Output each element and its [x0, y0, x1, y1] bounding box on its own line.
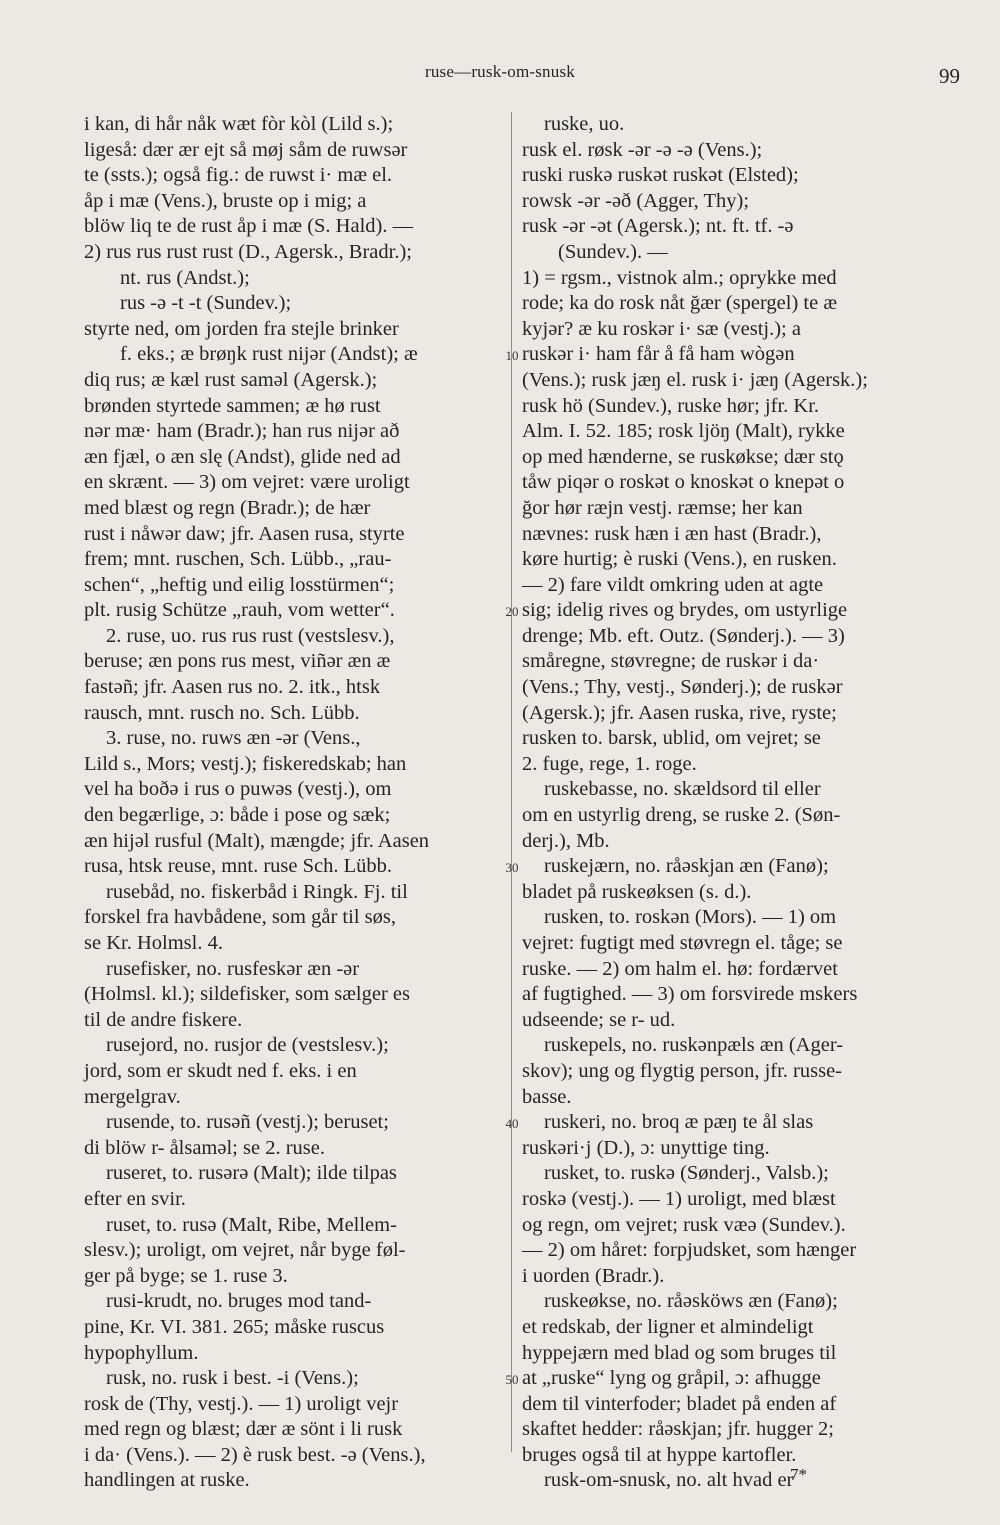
- text-line: rusk el. røsk -ər -ə -ə (Vens.);: [522, 138, 763, 161]
- text-line: beruse; æn pons rus mest, viñər æn æ: [84, 650, 391, 673]
- text-line: nər mæ· ham (Bradr.); han rus nijər að: [84, 420, 400, 443]
- running-head: ruse—rusk-om-snusk: [425, 62, 575, 81]
- text-line: diq rus; æ kæl rust saməl (Agersk.);: [84, 368, 378, 391]
- text-line: ger på byge; se 1. ruse 3.: [84, 1264, 288, 1287]
- text-line: 3. ruse, no. ruws æn -ər (Vens.,: [106, 727, 361, 750]
- text-line: efter en svir.: [84, 1187, 186, 1210]
- text-line: fastəñ; jfr. Aasen rus no. 2. itk., htsk: [84, 676, 381, 699]
- text-line: æn hijəl rusful (Malt), mængde; jfr. Aasen: [84, 829, 430, 852]
- text-line: i uorden (Bradr.).: [522, 1264, 665, 1287]
- text-line: op med hænderne, se ruskøkse; dær stǫ: [522, 445, 844, 468]
- text-line: rusebåd, no. fiskerbåd i Ringk. Fj. til: [106, 880, 408, 903]
- text-line: i da· (Vens.). — 2) è rusk best. -ə (Vens.),: [84, 1443, 426, 1466]
- text-line: rowsk -ər -əð (Agger, Thy);: [522, 189, 750, 212]
- text-line: ruskeri, no. broq æ pæŋ te ål slas: [544, 1111, 814, 1134]
- line-number: 40: [505, 1116, 519, 1132]
- text-line: kyjər? æ ku roskər i· sæ (vestj.); a: [522, 317, 801, 340]
- text-line: ligeså: dær ær ejt så møj såm de ruwsər: [84, 138, 408, 161]
- text-line: vejret: fugtigt med støvregn el. tåge; se: [522, 932, 843, 954]
- text-line: hypophyllum.: [84, 1341, 199, 1364]
- text-line: ruskəri·j (D.), ɔ: unyttige ting.: [522, 1136, 770, 1159]
- text-line: (Holmsl. kl.); sildefisker, som sælger es: [84, 983, 411, 1006]
- text-line: køre hurtig; è ruski (Vens.), en rusken.: [522, 548, 837, 571]
- text-line: frem; mnt. ruschen, Sch. Lübb., „rau-: [84, 548, 392, 571]
- line-number: 10: [505, 348, 519, 364]
- text-line: (Sundev.). —: [558, 240, 668, 263]
- text-line: rust i nåwər daw; jfr. Aasen rusa, styrte: [84, 522, 405, 545]
- text-line: (Vens.); rusk jæŋ el. rusk i· jæŋ (Agersk.);: [522, 368, 868, 391]
- text-line: pine, Kr. VI. 381. 265; måske ruscus: [84, 1315, 385, 1338]
- text-line: schen“, „heftig und eilig losstürmen“;: [84, 573, 395, 596]
- text-line: te (ssts.); også fig.: de ruwst i· mæ el.: [84, 164, 393, 187]
- page-number: 99: [939, 64, 960, 88]
- line-number: 20: [505, 604, 519, 620]
- text-line: skaftet hedder: råəskjan; jfr. hugger 2;: [522, 1418, 834, 1441]
- text-line: ruskepels, no. ruskənpæls æn (Ager-: [544, 1034, 844, 1057]
- text-line: af fugtighed. — 3) om forsvirede mskers: [522, 983, 858, 1006]
- text-line: nævnes: rusk hæn i æn hast (Bradr.),: [522, 522, 822, 545]
- text-line: rusejord, no. rusjor de (vestslesv.);: [106, 1034, 389, 1057]
- text-line: Lild s., Mors; vestj.); fiskeredskab; han: [84, 752, 407, 775]
- text-line: — 2) om håret: forpjudsket, som hænger: [522, 1239, 857, 1262]
- text-line: og regn, om vejret; rusk væə (Sundev.).: [522, 1213, 846, 1236]
- text-line: hyppejærn med blad og som bruges til: [522, 1341, 837, 1364]
- text-line: bladet på ruskeøksen (s. d.).: [522, 880, 752, 903]
- text-line: blöw liq te de rust åp i mæ (S. Hald). —: [84, 215, 414, 238]
- text-line: rusken, to. roskən (Mors). — 1) om: [544, 906, 837, 929]
- text-line: rusk -ər -ət (Agersk.); nt. ft. tf. -ə: [522, 215, 794, 238]
- text-line: at „ruske“ lyng og gråpil, ɔ: afhugge: [522, 1367, 821, 1390]
- text-line: ruseret, to. rusərə (Malt); ilde tilpas: [106, 1162, 397, 1185]
- text-line: bruges også til at hyppe kartofler.: [522, 1443, 797, 1466]
- text-line: plt. rusig Schütze „rauh, vom wetter“.: [84, 599, 395, 622]
- text-line: derj.), Mb.: [522, 829, 610, 852]
- text-line: tåw piqər o roskət o knoskət o knepət o: [522, 471, 845, 494]
- text-line: rode; ka do rosk nåt ğær (spergel) te æ: [522, 292, 838, 315]
- text-line: rusk-om-snusk, no. alt hvad er: [544, 1469, 794, 1492]
- text-line: handlingen at ruske.: [84, 1469, 250, 1492]
- text-line: slesv.); uroligt, om vejret, når byge føl-: [84, 1239, 406, 1262]
- text-line: ruskebasse, no. skældsord til eller: [544, 778, 821, 801]
- line-number: 50: [505, 1372, 519, 1388]
- text-line: 2) rus rus rust rust (D., Agersk., Bradr.);: [84, 240, 412, 263]
- text-line: (Agersk.); jfr. Aasen ruska, rive, ryste;: [522, 701, 837, 724]
- column-divider: [511, 112, 512, 1452]
- text-line: vel ha boðə i rus o puwəs (vestj.), om: [84, 778, 392, 801]
- text-line: i kan, di hår nåk wæt fòr kòl (Lild s.);: [84, 113, 394, 135]
- text-line: nt. rus (Andst.);: [120, 266, 250, 289]
- text-line: rusk, no. rusk i best. -i (Vens.);: [106, 1367, 359, 1390]
- text-line: brønden styrtede sammen; æ hø rust: [84, 394, 381, 417]
- text-line: 2. ruse, uo. rus rus rust (vestslesv.),: [106, 624, 395, 647]
- text-line: 1) = rgsm., vistnok alm.; oprykke med: [522, 266, 837, 289]
- text-line: mergelgrav.: [84, 1085, 181, 1108]
- text-line: ruskeøkse, no. råəsköws æn (Fanø);: [544, 1290, 838, 1313]
- text-line: ruski ruskə ruskət ruskət (Elsted);: [522, 164, 799, 187]
- text-line: (Vens.; Thy, vestj., Sønderj.); de ruskər: [522, 676, 843, 699]
- text-line: ruskejærn, no. råəskjan æn (Fanø);: [544, 855, 829, 878]
- text-line: udseende; se r- ud.: [522, 1008, 676, 1031]
- text-line: rosk de (Thy, vestj.). — 1) uroligt vejr: [84, 1392, 399, 1415]
- text-line: ğor hør ræjn vestj. ræmse; her kan: [522, 496, 803, 519]
- text-line: en skrænt. — 3) om vejret: være uroligt: [84, 471, 410, 494]
- text-line: basse.: [522, 1085, 572, 1108]
- text-line: roskə (vestj.). — 1) uroligt, med blæst: [522, 1187, 836, 1210]
- text-line: forskel fra havbådene, som går til søs,: [84, 906, 396, 929]
- text-line: — 2) fare vildt omkring uden at agte: [522, 573, 824, 596]
- text-line: til de andre fiskere.: [84, 1008, 243, 1031]
- text-line: med regn og blæst; dær æ sönt i li rusk: [84, 1418, 403, 1441]
- text-line: ruset, to. rusə (Malt, Ribe, Mellem-: [106, 1213, 397, 1236]
- text-line: rusi-krudt, no. bruges mod tand-: [106, 1290, 372, 1313]
- left-column: [84, 112, 500, 1494]
- text-line: ruske. — 2) om halm el. hø: fordærvet: [522, 957, 838, 980]
- text-line: rusende, to. rusəñ (vestj.); beruset;: [106, 1111, 389, 1134]
- text-line: med blæst og regn (Bradr.); de hær: [84, 496, 371, 519]
- text-line: dem til vinterfoder; bladet på enden af: [522, 1392, 837, 1415]
- text-line: småregne, støvregne; de ruskər i da·: [522, 650, 820, 673]
- text-line: rus -ə -t -t (Sundev.);: [120, 292, 292, 315]
- text-line: di blöw r- ålsaməl; se 2. ruse.: [84, 1136, 325, 1159]
- text-line: rausch, mnt. rusch no. Sch. Lübb.: [84, 701, 360, 724]
- text-line: et redskab, der ligner et almindeligt: [522, 1315, 814, 1338]
- text-line: 2. fuge, rege, 1. roge.: [522, 752, 697, 775]
- text-line: ruskər i· ham får å få ham wògən: [522, 343, 795, 366]
- text-line: se Kr. Holmsl. 4.: [84, 932, 223, 954]
- text-line: rusefisker, no. rusfeskər æn -ər: [106, 957, 360, 980]
- text-line: rusa, htsk reuse, mnt. ruse Sch. Lübb.: [84, 855, 393, 878]
- text-line: skov); ung og flygtig person, jfr. russe-: [522, 1059, 842, 1082]
- text-line: rusken to. barsk, ublid, om vejret; se: [522, 727, 821, 750]
- text-line: styrte ned, om jorden fra stejle brinker: [84, 317, 399, 340]
- text-line: rusk hö (Sundev.), ruske hør; jfr. Kr.: [522, 394, 820, 417]
- text-line: ruske, uo.: [544, 113, 625, 135]
- text-line: Alm. I. 52. 185; rosk ljöŋ (Malt), rykke: [522, 420, 845, 443]
- page-header: [0, 62, 1000, 86]
- text-line: om en ustyrlig dreng, se ruske 2. (Søn-: [522, 804, 841, 827]
- line-number: 30: [505, 860, 519, 876]
- text-line: sig; idelig rives og brydes, om ustyrlige: [522, 599, 848, 622]
- text-line: æn fjæl, o æn slę (Andst), glide ned ad: [84, 445, 401, 468]
- text-line: den begærlige, ɔ: både i pose og sæk;: [84, 804, 391, 827]
- text-line: drenge; Mb. eft. Outz. (Sønderj.). — 3): [522, 624, 845, 647]
- text-line: jord, som er skudt ned f. eks. i en: [84, 1059, 357, 1082]
- right-column: [522, 112, 936, 1494]
- text-line: f. eks.; æ brøŋk rust nijər (Andst); æ: [120, 343, 418, 366]
- text-line: åp i mæ (Vens.), bruste op i mig; a: [84, 189, 367, 212]
- signature-mark: 7*: [790, 1465, 807, 1484]
- text-line: rusket, to. ruskə (Sønderj., Valsb.);: [544, 1162, 829, 1185]
